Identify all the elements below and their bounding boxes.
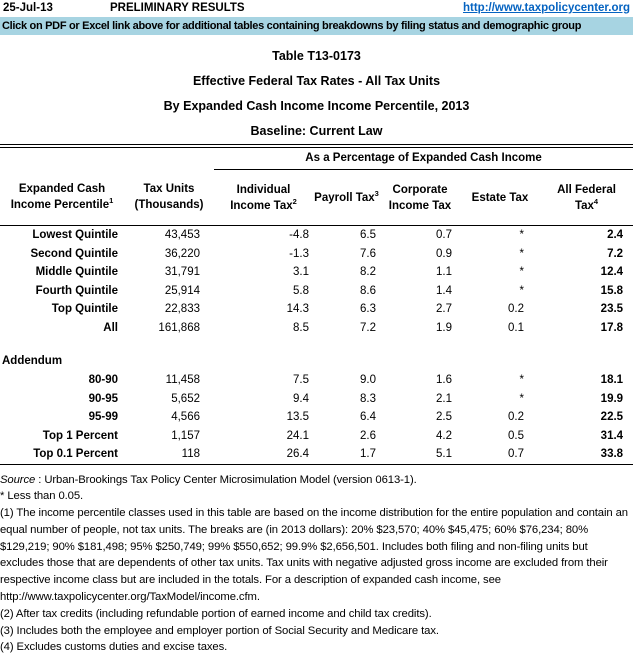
cell-all-federal: 18.1 — [600, 374, 624, 386]
addendum-header-row — [0, 352, 633, 371]
footnote-marker-4: 4 — [593, 196, 599, 206]
cell-individual: 8.5 — [293, 321, 309, 334]
source-note: Source : Urban-Brookings Tax Policy Center Microsimulation Model (version 0613-1). — [0, 473, 417, 486]
col-header-percentile: Expanded Cash Income Percentile$^1$ — [0, 170, 124, 226]
cell-corporate: 4.2 — [436, 429, 452, 442]
cell-tax-units: 11,458 — [165, 374, 200, 386]
footnote-marker-3: 3 — [374, 188, 379, 198]
footnote-4: (4) Excludes customs duties and excise taxes. — [0, 641, 228, 654]
cell-tax-units: 118 — [181, 448, 200, 460]
col-header-tax-units: Tax Units (Thousands) — [124, 170, 214, 226]
cell-tax-units: 161,868 — [158, 321, 200, 334]
cell-payroll: 8.2 — [360, 266, 376, 278]
row-label: Top Quintile — [51, 303, 118, 315]
cell-all-federal: 2.4 — [607, 229, 624, 241]
table-main-title: Effective Federal Tax Rates - All Tax Units — [192, 74, 441, 88]
cell-payroll: 8.6 — [360, 284, 376, 297]
cell-corporate: 1.9 — [436, 321, 452, 334]
cell-estate: * — [519, 392, 524, 405]
col-header-corporate-income-tax: Corporate Income Tax — [380, 170, 460, 226]
table-row — [0, 371, 633, 390]
info-banner: Click on PDF or Excel link above for additional tables containing breakdowns by filing status and demographic group — [0, 17, 633, 35]
footnote-3: (3) Includes both the employee and employer portion of Social Security and Medicare tax. — [0, 624, 439, 637]
tax-rate-table — [0, 148, 633, 465]
table-row — [0, 282, 633, 301]
cell-corporate: 2.7 — [436, 303, 452, 315]
cell-individual: 13.5 — [286, 411, 309, 423]
row-label: 95-99 — [88, 411, 118, 423]
title-block — [0, 35, 633, 144]
cell-estate: 0.7 — [508, 448, 524, 460]
cell-all-federal: 31.4 — [600, 429, 624, 442]
cell-corporate: 0.9 — [436, 247, 452, 260]
top-bar — [0, 0, 633, 17]
table-row — [0, 390, 633, 409]
cell-individual: 26.4 — [286, 448, 309, 460]
cell-corporate: 2.1 — [436, 392, 452, 405]
cell-estate: * — [519, 284, 524, 297]
table-row — [0, 300, 633, 319]
cell-estate: * — [519, 266, 524, 278]
column-header-row — [0, 170, 633, 226]
cell-individual: 9.4 — [293, 392, 309, 405]
cell-payroll: 8.3 — [360, 392, 376, 405]
cell-individual: 14.3 — [286, 303, 309, 315]
cell-corporate: 5.1 — [436, 448, 452, 460]
table-body — [0, 226, 633, 465]
cell-all-federal: 15.8 — [600, 284, 624, 297]
span-header-row — [0, 148, 633, 170]
cell-tax-units: 31,791 — [164, 266, 200, 278]
date-label: 25-Jul-13 — [3, 2, 53, 14]
span-header: As a Percentage of Expanded Cash Income — [214, 148, 633, 170]
table-row — [0, 226, 633, 245]
row-label: 90-95 — [88, 392, 118, 405]
row-label: Top 0.1 Percent — [33, 448, 118, 460]
cell-estate: 0.2 — [508, 303, 524, 315]
table-header — [0, 148, 633, 226]
table-row — [0, 427, 633, 446]
col-header-payroll-tax: Payroll Tax$^3$ — [313, 170, 380, 226]
cell-all-federal: 7.2 — [607, 247, 624, 260]
row-label: Fourth Quintile — [35, 284, 118, 297]
cell-tax-units: 4,566 — [171, 411, 200, 423]
footnote-marker-1: 1 — [109, 196, 114, 206]
col-header-estate-tax: Estate Tax — [460, 170, 540, 226]
status-label: PRELIMINARY RESULTS — [110, 2, 245, 14]
row-label: Middle Quintile — [35, 266, 118, 278]
table-row — [0, 263, 633, 282]
cell-individual: 24.1 — [286, 429, 309, 442]
cell-tax-units: 5,652 — [171, 392, 200, 405]
row-label: Top 1 Percent — [42, 429, 118, 442]
col-header-all-federal-tax: All Federal Tax$^4$ — [540, 170, 633, 226]
cell-tax-units: 43,453 — [164, 229, 200, 241]
cell-corporate: 2.5 — [436, 411, 452, 423]
row-label: Second Quintile — [30, 247, 118, 260]
cell-payroll: 6.3 — [360, 303, 376, 315]
cell-individual: -4.8 — [289, 229, 309, 241]
footnotes — [0, 465, 633, 657]
col-header-individual-income-tax: Individual Income Tax$^2$ — [214, 170, 313, 226]
table-row — [0, 408, 633, 427]
cell-estate: 0.5 — [508, 429, 524, 442]
table-row-all — [0, 319, 633, 338]
cell-all-federal: 33.8 — [600, 448, 624, 460]
cell-payroll: 6.4 — [360, 411, 376, 423]
cell-tax-units: 1,157 — [171, 429, 200, 442]
cell-individual: 3.1 — [293, 266, 309, 278]
footnote-2: (2) After tax credits (including refundable portion of earned income and child tax credits). — [0, 607, 432, 620]
website-link[interactable]: http://www.taxpolicycenter.org — [463, 2, 630, 14]
table-row — [0, 445, 633, 464]
cell-payroll: 7.6 — [360, 247, 376, 260]
cell-corporate: 1.4 — [436, 284, 452, 297]
cell-payroll: 2.6 — [360, 429, 376, 442]
row-label: 80-90 — [88, 374, 118, 386]
cell-tax-units: 22,833 — [164, 303, 200, 315]
footnote-1: (1) The income percentile classes used in this table are based on the income distribution for the entire population and contain an equal number of people, not tax units. The breaks are (in 2013 dollars): 20% $23,570; 40% $45,475; 60% $76,234; 80% $129,219; 90% $181,498; 95% $250,749; 99% $550,652; 99.9% $2,656,501. Includes both filing and non-filing units but excludes those that are dependents of other tax units. Tax units with negative adjusted gross income are excluded from their respective income class but are included in the totals. For a description of expanded cash income, see http://www.taxpolicycenter.org/TaxModel/income.cfm. — [0, 507, 628, 604]
cell-corporate: 0.7 — [436, 229, 452, 241]
table-baseline-title: Baseline: Current Law — [250, 124, 383, 138]
cell-estate: * — [519, 229, 524, 241]
cell-payroll: 1.7 — [360, 448, 376, 460]
cell-tax-units: 25,914 — [164, 284, 200, 297]
cell-all-federal: 19.9 — [600, 392, 624, 405]
table-subtitle: By Expanded Cash Income Income Percentile, 2013 — [163, 99, 470, 113]
cell-individual: 7.5 — [293, 374, 309, 386]
cell-all-federal: 23.5 — [600, 303, 624, 315]
header-spacer — [0, 148, 214, 170]
cell-all-federal: 12.4 — [600, 266, 624, 278]
cell-payroll: 6.5 — [360, 229, 376, 241]
cell-individual: -1.3 — [289, 247, 309, 260]
cell-payroll: 9.0 — [360, 374, 376, 386]
cell-all-federal: 22.5 — [600, 411, 624, 423]
row-label: Lowest Quintile — [32, 229, 118, 241]
cell-all-federal: 17.8 — [600, 321, 624, 334]
footnote-marker-2: 2 — [292, 196, 297, 206]
cell-tax-units: 36,220 — [164, 247, 200, 260]
table-row — [0, 245, 633, 264]
cell-corporate: 1.1 — [436, 266, 452, 278]
asterisk-note: * Less than 0.05. — [0, 490, 84, 503]
cell-estate: * — [519, 247, 524, 260]
table-number-title: Table T13-0173 — [272, 49, 361, 63]
row-label: All — [103, 321, 118, 334]
cell-individual: 5.8 — [293, 284, 309, 297]
spacer-row — [0, 337, 633, 352]
cell-corporate: 1.6 — [436, 374, 452, 386]
cell-estate: 0.2 — [508, 411, 524, 423]
cell-estate: 0.1 — [508, 321, 524, 334]
cell-estate: * — [519, 374, 524, 386]
cell-payroll: 7.2 — [360, 321, 376, 334]
addendum-label: Addendum — [2, 355, 63, 368]
